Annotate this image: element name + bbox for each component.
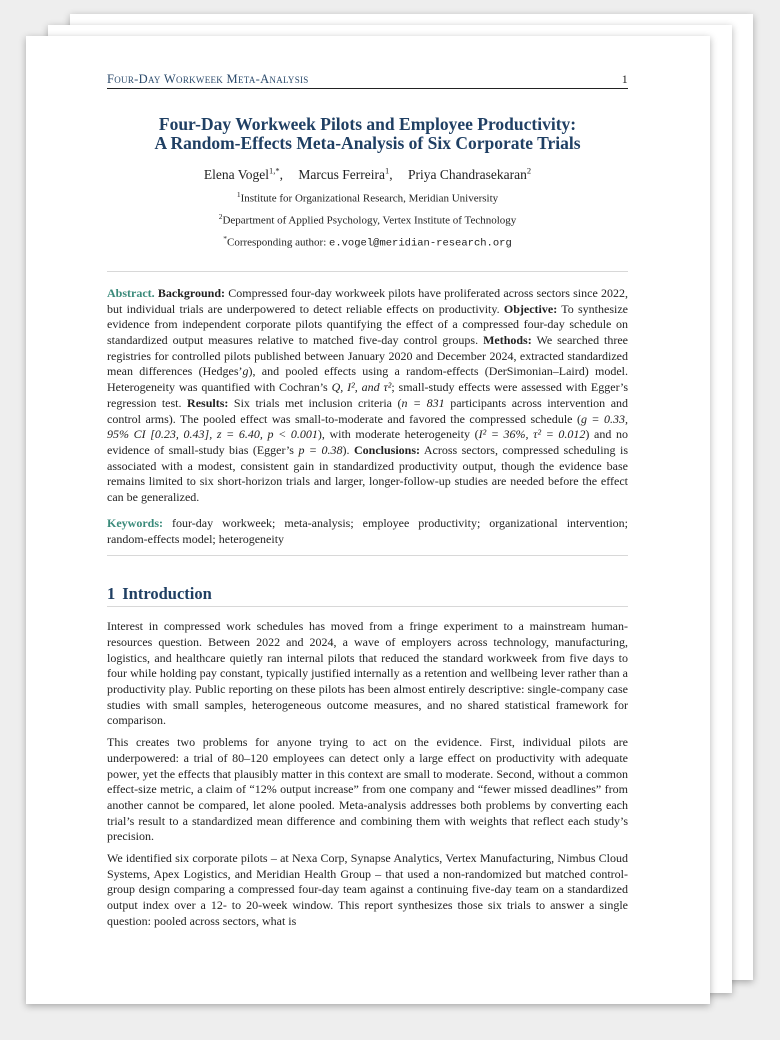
paper-title-line-2: A Random-Effects Meta-Analysis of Six Corporate Trials (154, 133, 581, 153)
affiliation-2 (107, 208, 628, 230)
running-head (107, 72, 628, 89)
author-2: Marcus Ferreira$^1$, (298, 165, 393, 182)
methods-g: g (242, 364, 249, 379)
section-title: Introduction (122, 584, 212, 604)
page-number: 1 (621, 72, 628, 86)
results-text: participants across intervention and control arms). The pooled effect was small-to-moderate and favored the compressed schedule ( (107, 395, 629, 426)
divider (107, 555, 628, 556)
abstract-heading: Abstract. (107, 285, 155, 300)
keywords-heading: Keywords: (107, 515, 163, 530)
results-text: ) and no evidence of small-study bias (Egger’s (107, 427, 628, 457)
author-name: Priya Chandrasekaran (408, 166, 527, 182)
background-text: Compressed four-day workweek pilots have proliferated across sectors since 2022, but individual trials are underpowered to detect reliable effects on productivity. (107, 285, 629, 316)
author-name: Marcus Ferreira (298, 166, 385, 182)
results-g: g = 0.33, 95% CI [0.23, 0.43], z = 6.40, p < 0.001 (107, 411, 628, 442)
corresponding-label: Corresponding author: (226, 236, 327, 249)
methods-text: ; small-study effects were assessed with Egger’s regression test. (107, 380, 629, 410)
corresponding-email-link[interactable]: e.vogel@meridian-research.org (329, 237, 512, 250)
results-egger-p: p = 0.38 (298, 443, 343, 457)
keywords (107, 516, 628, 547)
section-heading-introduction (107, 584, 628, 607)
author-affil-mark: 1,* (269, 165, 280, 175)
affiliation-1 (107, 186, 628, 208)
paper-title (107, 115, 628, 153)
author-affil-mark: 2 (526, 165, 532, 175)
objective-label: Objective: (503, 301, 558, 316)
author-3 (408, 167, 531, 182)
author-affil-mark: 1 (385, 165, 390, 175)
background-label: Background: (157, 285, 226, 300)
divider (107, 271, 628, 272)
results-text: ), with moderate heterogeneity ( (317, 427, 479, 442)
results-text: Six trials met inclusion criteria ( (233, 395, 402, 410)
section-number: 1 (107, 584, 116, 604)
intro-paragraph-1: Interest in compressed work schedules has moved from a fringe experiment to a mainstream human-resources question. Between 2022 and 2024, a wave of employers across technology, manufacturing, logistics, and healthcare quietly ran internal pilots that reduced the standard workweek from five days to four while holding pay constant, typically justified internally as a retention and wellbeing lever rather than a productivity play. Public reporting on these pilots has been almost entirely descriptive: single-company case studies with small samples, heterogeneous outcome measures, and no shared statistical framework for comparison. (107, 619, 628, 728)
author-name: Elena Vogel (203, 166, 270, 182)
affiliation-mark: 2 (218, 211, 223, 221)
objective-text: To synthesize evidence from independent corporate pilots quantifying the effect of a compressed four-day schedule on standardized output measures relative to matched five-day control groups. (107, 301, 629, 348)
paper-page (26, 36, 710, 1004)
keywords-text: four-day workweek; meta-analysis; employee productivity; organizational intervention; random-effects model; heterogeneity (107, 515, 629, 546)
conclusions-text: Across sectors, compressed scheduling is associated with a modest, consistent gain in standardized productivity output, though the evidence base remains limited to six short-horizon trials and larger, longer-follow-up studies are needed before the effect can be generalized. (107, 443, 629, 505)
results-n: n = 831 (401, 395, 445, 410)
methods-label: Methods: (483, 333, 532, 348)
affiliation-text: Institute for Organizational Research, Meridian University (240, 192, 499, 205)
abstract (107, 286, 628, 506)
page-content (107, 72, 628, 930)
author-list (107, 162, 628, 183)
author-1: Elena Vogel$^{1,*}$, (203, 165, 284, 182)
paper-title-line-1: Four-Day Workweek Pilots and Employee Productivity: (158, 114, 577, 134)
running-head-title: Four-Day Workweek Meta-Analysis (107, 72, 309, 86)
intro-paragraph-2: This creates two problems for anyone trying to act on the evidence. First, individual pilots are underpowered: a trial of 80–120 employees can detect only a large effect on productivity with adequate power, yet the effects that plausibly matter in this context are small to moderate. Second, without a common effect-size metric, a claim of “12% output increase” from one company and “fewer missed deadlines” from another cannot be compared, let alone pooled. Meta-analysis addresses both problems by converting each trial’s result to a standardized mean difference and combining them with weights that reflect each study’s precision. (107, 735, 628, 844)
corresponding-mark: * (223, 233, 227, 243)
results-heterogeneity: I² = 36%, τ² = 0.012 (478, 427, 586, 442)
affiliation-mark: 1 (236, 189, 241, 199)
affiliation-text: Department of Applied Psychology, Vertex Institute of Technology (222, 214, 517, 227)
results-label: Results: (187, 395, 229, 410)
methods-stats: Q, I², and τ² (331, 380, 392, 395)
intro-paragraph-3: We identified six corporate pilots – at Nexa Corp, Synapse Analytics, Vertex Manufacturing, Nimbus Cloud Systems, Apex Logistics, and Meridian Health Group – that used a non-randomized but matched control-group design comparing a compressed four-day team against a continuing five-day team on a standardized output index over a 12- to 20-week window. This report synthesizes those six trials to answer a single question: pooled across sectors, what is (107, 851, 628, 928)
conclusions-label: Conclusions: (353, 443, 421, 457)
methods-text: We searched three registries for controlled pilots published between January 2020 and December 2024, extracted standardized mean differences (Hedges’ (107, 333, 629, 379)
methods-text: ), and pooled effects using a random-effects (DerSimonian–Laird) model. Heterogeneity was quantified with Cochran’s (107, 364, 628, 395)
results-text: ). (342, 443, 350, 457)
corresponding-author (107, 230, 628, 253)
